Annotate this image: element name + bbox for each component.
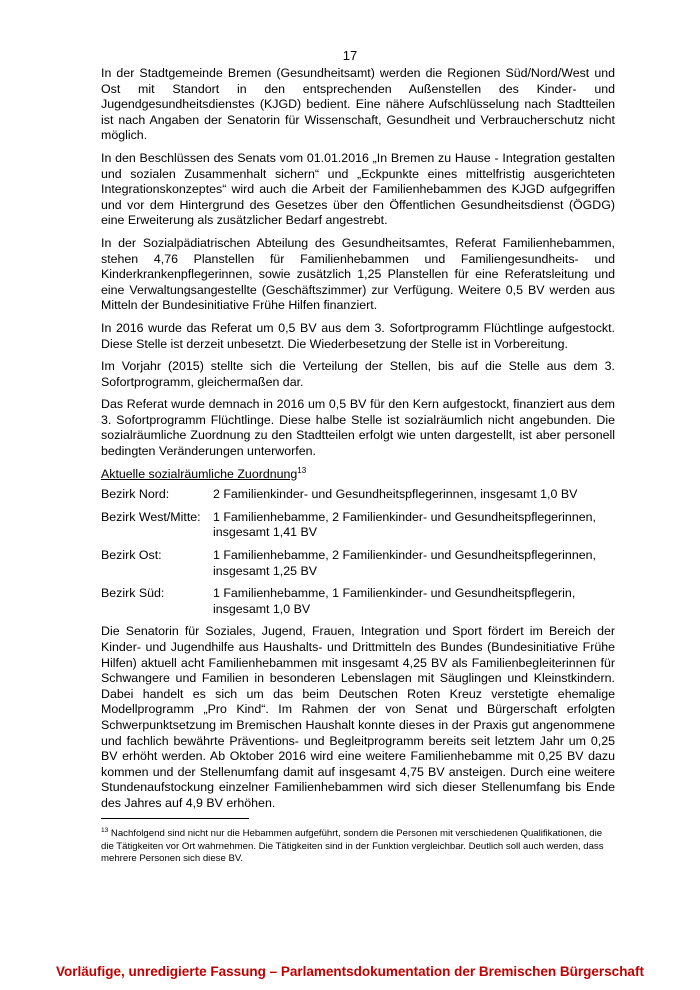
district-label: Bezirk Süd: — [101, 586, 165, 601]
district-label: Bezirk West/Mitte: — [101, 509, 201, 524]
district-row-sued — [101, 586, 615, 617]
district-text: 1 Familienhebamme, 2 Familienkinder- und Gesundheitspflegerinnen, insgesamt 1,25 BV — [213, 548, 596, 578]
footnote-divider — [101, 818, 249, 819]
footnote-reference[interactable]: 13 — [297, 465, 307, 475]
district-text: 1 Familienhebamme, 1 Familienkinder- und Gesundheitspflegerin, insgesamt 1,0 BV — [213, 586, 576, 616]
paragraph-senator-funding: Die Senatorin für Soziales, Jugend, Frauen, Integration und Sport fördert im Bereich der Kinder- und Jugendhilfe aus Haushalts- und Drittmitteln des Bundes (Bundesinitiative Frühe Hilfen) aktuell acht Familienhebammen mit insgesamt 4,25 BV als Familienbegleiterinnen für Schwangere und Familien in besonderen Lebenslagen mit Säuglingen und Kleinstkindern. Dabei handelt es sich um das beim Deutschen Roten Kreuz verstetigte ehemalige Modellprogramm „Pro Kind“. Im Rahmen der von Senat und Bürgerschaft erfolgten Schwerpunktsetzung im Bremischen Haushalt konnte dieses in der Praxis gut angenommene und fachlich bewährte Präventions- und Begleitprogramm bereits seit letztem Jahr um 0,25 BV erhöht werden. Ab Oktober 2016 wird eine weitere Familienhebamme mit 0,25 BV dazu kommen und der Stellenumfang damit auf insgesamt 4,75 BV ansteigen. Durch eine weitere Stundenaufstockung einzelner Familienhebammen wird sich dieser Stellenumfang bis Ende des Jahres auf 4,9 BV erhöhen. — [101, 624, 615, 810]
district-row-west-mitte — [101, 510, 615, 541]
document-body — [101, 66, 615, 819]
paragraph-senate-resolutions: In den Beschlüssen des Senats vom 01.01.2016 „In Bremen zu Hause - Integration gestalten und sozialen Zusammenhalt sichern“ und „Eckpunkte eines mittelfristig ausgerichteten Integrationskonzeptes“ wird auch die Arbeit der Familienhebammen des KJGD aufgegriffen und vor dem Hintergrund des Gesetzes über den Öffentlichen Gesundheitsdienst (ÖGDG) eine Erweiterung als zusätzlicher Bedarf angestrebt. — [101, 150, 615, 228]
paragraph-positions: In der Sozialpädiatrischen Abteilung des Gesundheitsamtes, Referat Familienhebammen, stehen 4,76 Planstellen für Familienhebammen und Familiengesundheits- und Kinderkrankenpflegerinnen, sowie zusätzlich 1,25 Planstellen für eine Referatsleitung und eine Verwaltungsangestellte (Geschäftszimmer) zur Verfügung. Weitere 0,5 BV werden aus Mitteln der Bundesinitiative Frühe Hilfen finanziert. — [101, 235, 615, 313]
paragraph-regions: In der Stadtgemeinde Bremen (Gesundheitsamt) werden die Regionen Süd/Nord/West und Ost mit Standort in den entsprechenden Außenstellen des Kinder- und Jugendgesundheitsdienstes (KJGD) bedient. Eine nähere Aufschlüsselung nach Stadtteilen ist nach Angaben der Senatorin für Wissenschaft, Gesundheit und Verbraucherschutz nicht möglich. — [101, 66, 615, 143]
paragraph-2016-increase: In 2016 wurde das Referat um 0,5 BV aus dem 3. Sofortprogramm Flüchtlinge aufgestockt. Diese Stelle ist derzeit unbesetzt. Die Wiederbesetzung der Stelle ist in Vorbereitung. — [101, 320, 615, 351]
district-text: 1 Familienhebamme, 2 Familienkinder- und Gesundheitspflegerinnen, insgesamt 1,41 BV — [213, 509, 596, 540]
district-label: Bezirk Ost: — [101, 548, 162, 563]
footnote-number: 13 — [101, 827, 109, 834]
assignment-heading — [101, 467, 615, 483]
district-row-nord — [101, 487, 615, 503]
district-label: Bezirk Nord: — [101, 487, 170, 502]
page-number: 17 — [342, 48, 358, 63]
district-row-ost — [101, 548, 615, 579]
assignment-heading-text: Aktuelle sozialräumliche Zuordnung — [101, 466, 298, 481]
footnote — [101, 828, 615, 866]
district-text: 2 Familienkinder- und Gesundheitspflegerinnen, insgesamt 1,0 BV — [213, 487, 578, 502]
footer-disclaimer: Vorläufige, unredigierte Fassung – Parlamentsdokumentation der Bremischen Bürgerschaft — [56, 964, 644, 979]
paragraph-previous-year: Im Vorjahr (2015) stellte sich die Verteilung der Stellen, bis auf die Stelle aus dem 3. Sofortprogramm, gleichermaßen dar. — [101, 359, 615, 389]
paragraph-assignment-intro: Das Referat wurde demnach in 2016 um 0,5 BV für den Kern aufgestockt, finanziert aus dem 3. Sofortprogramm Flüchtlinge. Diese halbe Stelle ist sozialräumlich nicht angebunden. Die sozialräumliche Zuordnung zu den Stadtteilen erfolgt wie unten dargestellt, ist aber personell bedingten Veränderungen unterworfen. — [101, 397, 615, 459]
footnote-text: Nachfolgend sind nicht nur die Hebammen aufgeführt, sondern die Personen mit verschiedenen Qualifikationen, die die Tätigkeiten vor Ort wahrnehmen. Die Tätigkeiten sind in der Funktion vergleichbar. Deutlich soll auch werden, dass mehrere Personen sich diese BV. — [101, 828, 604, 865]
